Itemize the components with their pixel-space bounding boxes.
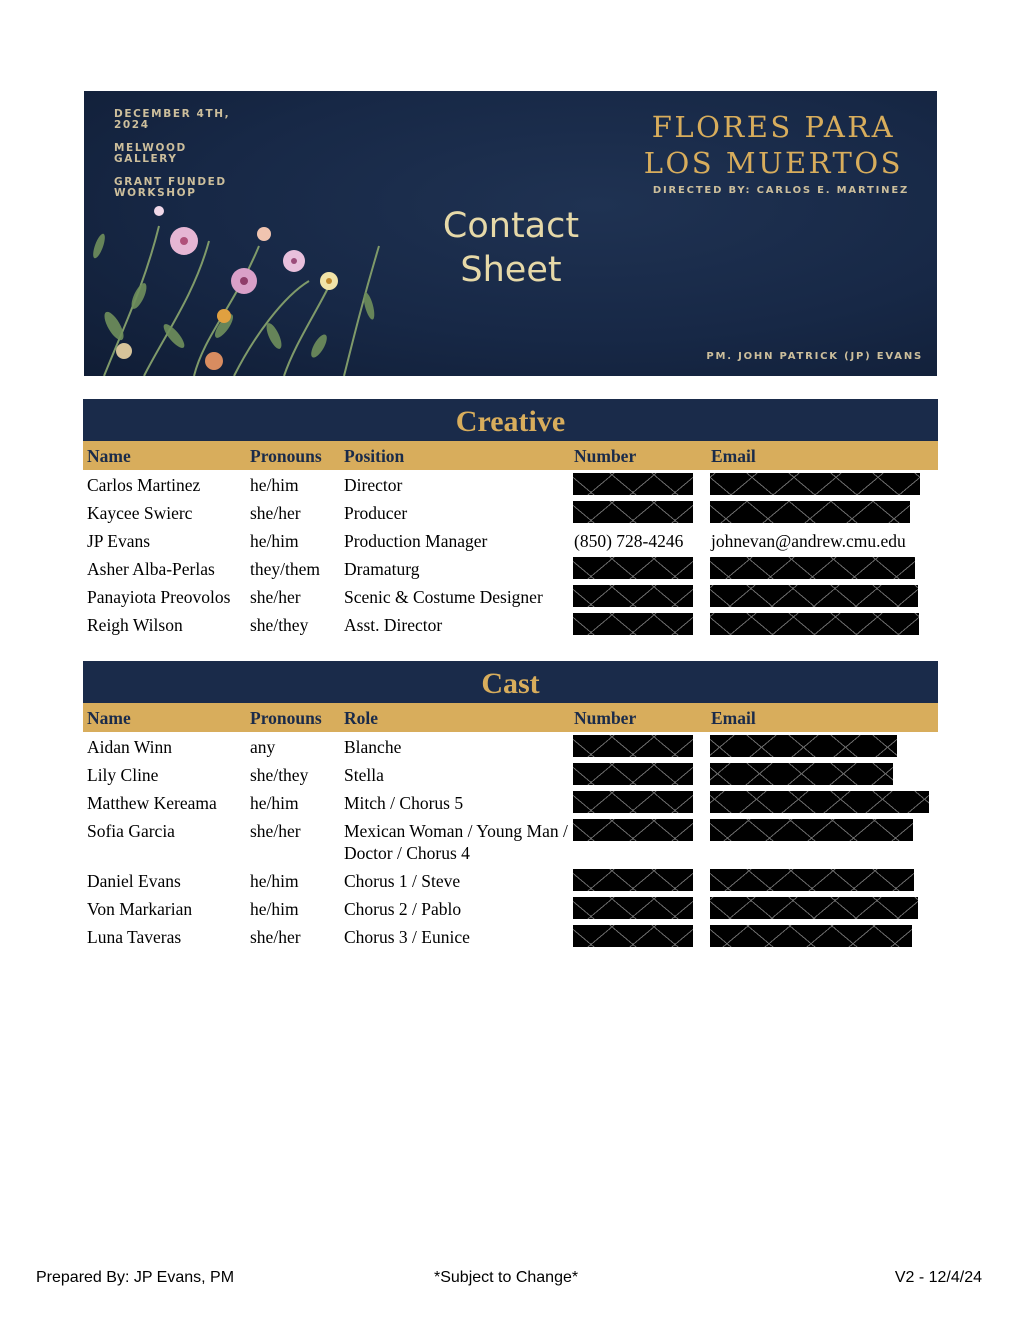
footer-version: V2 - 12/4/24 [894, 1269, 982, 1286]
name-cell: Luna Taveras [87, 927, 182, 947]
header-number: Number [574, 708, 637, 728]
cast-column-headers [83, 703, 938, 732]
pronouns-cell: he/him [250, 531, 299, 551]
table-row [83, 470, 938, 498]
table-row [83, 760, 938, 788]
name-cell: Matthew Kereama [87, 793, 217, 813]
redacted-number [573, 925, 693, 947]
redacted-email [710, 501, 910, 523]
name-cell: Daniel Evans [87, 871, 181, 891]
name-cell: Reigh Wilson [87, 615, 183, 635]
name-cell: Von Markarian [87, 899, 193, 919]
redacted-email [710, 613, 919, 635]
table-row [83, 866, 938, 894]
position-cell: Dramaturg [344, 559, 420, 579]
header-banner [84, 91, 937, 376]
event-venue: MELWOOD GALLERY [114, 142, 187, 165]
name-cell: Asher Alba-Perlas [87, 559, 215, 579]
position-cell: Production Manager [344, 531, 488, 551]
role-cell: Stella [344, 765, 384, 785]
show-title-line1: FLORES PARA [651, 110, 896, 144]
cast-section [83, 661, 938, 950]
header-number: Number [574, 446, 637, 466]
redacted-number [573, 897, 693, 919]
redacted-email [710, 897, 918, 919]
cast-rows [83, 732, 938, 950]
role-cell: Mitch / Chorus 5 [344, 793, 464, 813]
pronouns-cell: she/her [250, 587, 301, 607]
redacted-email [710, 735, 897, 757]
table-row [83, 610, 938, 638]
redacted-number [573, 557, 693, 579]
pronouns-cell: they/them [250, 559, 320, 579]
pronouns-cell: she/they [250, 765, 309, 785]
contact-line1: Contact [442, 206, 580, 246]
creative-title: Creative [83, 399, 938, 441]
redacted-number [573, 735, 693, 757]
redacted-number [573, 585, 693, 607]
pronouns-cell: she/her [250, 503, 301, 523]
name-cell: Panayiota Preovolos [87, 587, 231, 607]
redacted-email [710, 557, 915, 579]
director-credit: DIRECTED BY: CARLOS E. MARTINEZ [652, 185, 909, 196]
redacted-number [573, 613, 693, 635]
email-address[interactable]: johnevan@andrew.cmu.edu [711, 531, 906, 551]
redacted-number [573, 473, 693, 495]
table-row [83, 788, 938, 816]
name-cell: Carlos Martinez [87, 475, 201, 495]
footer-note: *Subject to Change* [434, 1269, 579, 1286]
pm-credit: PM. JOHN PATRICK (JP) EVANS [706, 351, 923, 362]
position-cell: Scenic & Costume Designer [344, 587, 543, 607]
header-name: Name [87, 708, 131, 728]
header-role: Role [344, 708, 379, 728]
pronouns-cell: he/him [250, 793, 299, 813]
pronouns-cell: she/they [250, 615, 309, 635]
redacted-email [710, 869, 914, 891]
table-row [83, 554, 938, 582]
header-email: Email [711, 446, 756, 466]
table-row [83, 732, 938, 760]
name-cell: Sofia Garcia [87, 821, 175, 841]
redacted-email [710, 925, 912, 947]
header-name: Name [87, 446, 131, 466]
table-row [83, 894, 938, 922]
table-row [83, 582, 938, 610]
role-cell: Blanche [344, 737, 402, 757]
show-title [644, 109, 903, 181]
header-position: Position [344, 446, 405, 466]
table-row [83, 816, 938, 866]
creative-rows [83, 470, 938, 638]
position-cell: Asst. Director [344, 615, 443, 635]
pronouns-cell: he/him [250, 871, 299, 891]
name-cell: Aidan Winn [87, 737, 173, 757]
pronouns-cell: she/her [250, 821, 301, 841]
creative-column-headers [83, 441, 938, 470]
redacted-email [710, 585, 918, 607]
table-row [83, 498, 938, 526]
redacted-number [573, 819, 693, 841]
redacted-email [710, 791, 929, 813]
contact-sheet-heading [424, 204, 598, 292]
pronouns-cell: he/him [250, 475, 299, 495]
pronouns-cell: she/her [250, 927, 301, 947]
header-pronouns: Pronouns [250, 708, 322, 728]
table-row [83, 526, 938, 554]
name-cell: JP Evans [87, 531, 151, 551]
redacted-number [573, 763, 693, 785]
header-pronouns: Pronouns [250, 446, 322, 466]
position-cell: Producer [344, 503, 408, 523]
show-title-line2: LOS MUERTOS [643, 146, 903, 180]
redacted-number [573, 869, 693, 891]
name-cell: Lily Cline [87, 765, 159, 785]
pronouns-cell: any [250, 737, 276, 757]
event-workshop: GRANT FUNDED WORKSHOP [114, 176, 227, 199]
role-cell: Mexican Woman / Young Man / Doctor / Chorus 4 [344, 821, 568, 863]
footer-prepared-by: Prepared By: JP Evans, PM [36, 1269, 235, 1286]
redacted-number [573, 791, 693, 813]
redacted-number [573, 501, 693, 523]
phone-number: (850) 728-4246 [574, 531, 684, 551]
role-cell: Chorus 3 / Eunice [344, 927, 470, 947]
floral-illustration-icon [84, 186, 404, 376]
creative-section [83, 399, 938, 638]
position-cell: Director [344, 475, 403, 495]
cast-title: Cast [83, 661, 938, 703]
redacted-email [710, 473, 920, 495]
header-email: Email [711, 708, 756, 728]
event-date: DECEMBER 4TH, 2024 [114, 108, 231, 131]
pronouns-cell: he/him [250, 899, 299, 919]
contact-line2: Sheet [460, 250, 562, 290]
redacted-email [710, 763, 893, 785]
table-row [83, 922, 938, 950]
redacted-email [710, 819, 913, 841]
role-cell: Chorus 1 / Steve [344, 871, 461, 891]
role-cell: Chorus 2 / Pablo [344, 899, 462, 919]
name-cell: Kaycee Swierc [87, 503, 193, 523]
